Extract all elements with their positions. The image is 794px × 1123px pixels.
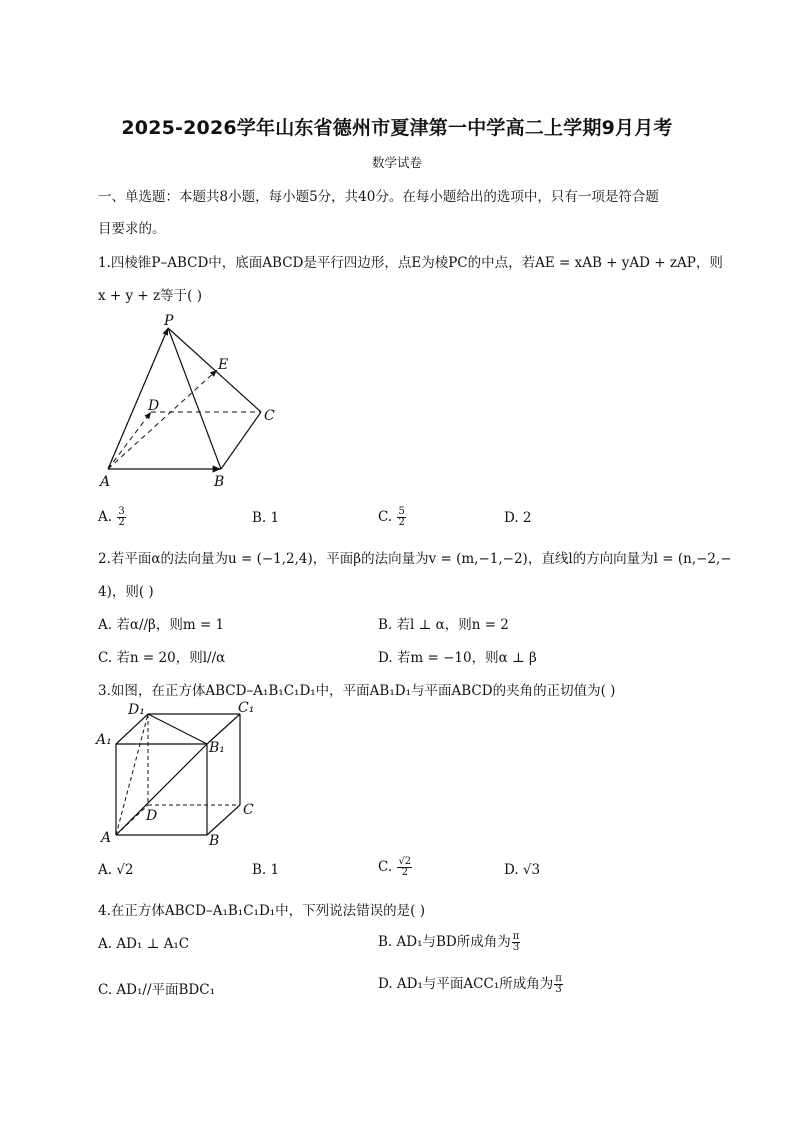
q1-stem: 1.四棱锥P–ABCD中，底面ABCD是平行四边形，点E为棱PC的中点，若AE = xAB + yAD + zAP，则 xyxy=(98,255,723,271)
q3-stem: 3.如图，在正方体ABCD–A₁B₁C₁D₁中，平面AB₁D₁与平面ABCD的夹角的正切值为( ) xyxy=(98,683,616,699)
q3-label-D: D xyxy=(146,808,158,824)
q1-label-C: C xyxy=(264,408,275,424)
q3-label-C1: C₁ xyxy=(238,700,255,716)
q2-option-a[interactable]: A. 若α//β，则m = 1 xyxy=(98,617,225,633)
q1-option-d[interactable]: D. 2 xyxy=(504,510,532,526)
q4-option-d[interactable]: D. AD₁与平面ACC₁所成角为 $\frac{\pi}{3}$ xyxy=(378,973,562,995)
q2-option-c[interactable]: C. 若n = 20，则l//α xyxy=(98,650,226,666)
q1-label-D: D xyxy=(148,398,160,414)
q1-label-B: B xyxy=(214,474,225,490)
section-instructions-line2: 目要求的。 xyxy=(98,221,166,237)
q1-pyramid-figure xyxy=(96,312,286,492)
q3-option-a[interactable]: A. √2 xyxy=(98,862,134,878)
q2-option-d[interactable]: D. 若m = −10，则α ⊥ β xyxy=(378,650,537,666)
q3-label-D1: D₁ xyxy=(128,702,145,718)
q4-option-a[interactable]: A. AD₁ ⊥ A₁C xyxy=(98,936,190,952)
q1-label-P: P xyxy=(164,313,174,329)
exam-title: 2025-2026学年山东省德州市夏津第一中学高二上学期9月月考 xyxy=(121,117,673,139)
q2-option-b[interactable]: B. 若l ⊥ α，则n = 2 xyxy=(378,617,509,633)
q3-cube-figure xyxy=(92,700,267,850)
q1-option-c[interactable]: C. $\frac{5}{2}$ xyxy=(378,506,405,528)
q4-stem: 4.在正方体ABCD–A₁B₁C₁D₁中，下列说法错误的是( ) xyxy=(98,903,425,919)
q1-label-A: A xyxy=(100,474,111,490)
q3-label-A1: A₁ xyxy=(96,732,112,748)
q3-label-B: B xyxy=(209,833,220,849)
q3-option-b[interactable]: B. 1 xyxy=(252,862,280,878)
section-instructions-line1: 一、单选题：本题共8小题，每小题5分，共40分。在每小题给出的选项中，只有一项是符合题 xyxy=(98,189,659,205)
q1-stem-tail: x + y + z等于( ) xyxy=(98,288,202,304)
q4-option-b[interactable]: B. AD₁与BD所成角为 $\frac{\pi}{3}$ xyxy=(378,931,520,953)
q1-option-b[interactable]: B. 1 xyxy=(252,510,280,526)
q3-label-B1: B₁ xyxy=(209,740,225,756)
q1-option-a[interactable]: A. $\frac{3}{2}$ xyxy=(98,506,125,528)
q4-option-c[interactable]: C. AD₁//平面BDC₁ xyxy=(98,982,215,998)
q1-label-E: E xyxy=(218,357,229,373)
exam-subtitle: 数学试卷 xyxy=(371,155,422,170)
q2-stem-tail: 4)，则( ) xyxy=(98,584,154,600)
q2-stem: 2.若平面α的法向量为u = (−1,2,4)，平面β的法向量为v = (m,−1,−2)，直线l的方向向量为l = (n,−2,− xyxy=(98,551,732,567)
q3-label-C: C xyxy=(243,802,254,818)
q3-label-A: A xyxy=(101,830,112,846)
q3-option-c[interactable]: C. $\frac{√2}{2}$ xyxy=(378,856,412,878)
q3-option-d[interactable]: D. √3 xyxy=(504,862,541,878)
